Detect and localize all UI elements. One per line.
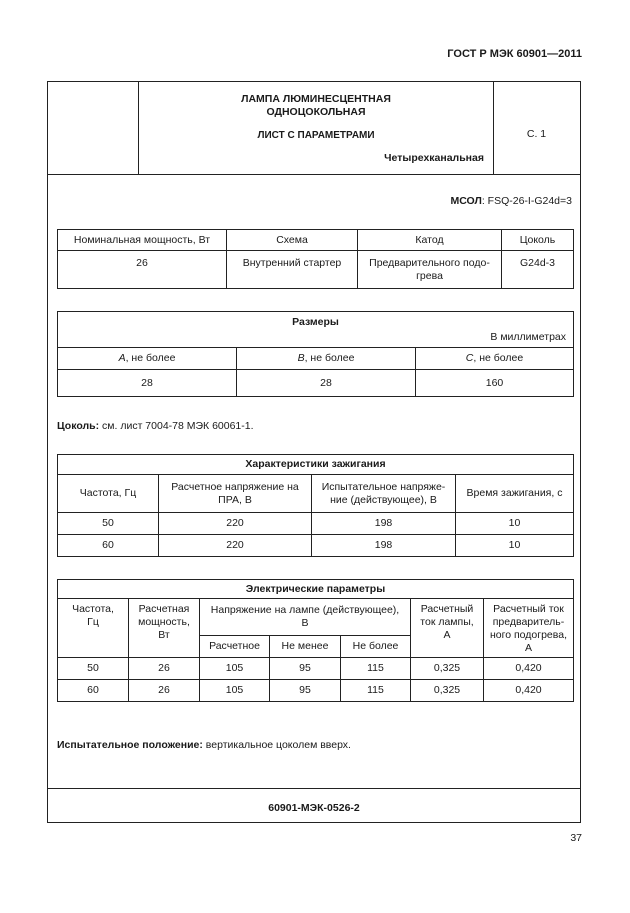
ign-r1-frequency: 50 xyxy=(58,513,159,535)
dim-letter-b: B xyxy=(297,352,305,364)
ignition-caption: Характеристики зажигания xyxy=(58,455,574,475)
dim-header-c xyxy=(416,348,574,370)
dimensions-caption-cell xyxy=(58,312,574,348)
lamp-subtitle: Четырехканальная xyxy=(384,152,484,164)
header-circuit: Схема xyxy=(227,230,358,251)
lamp-title xyxy=(139,93,493,119)
el-r1-current: 0,325 xyxy=(411,658,484,680)
table-row xyxy=(58,513,574,535)
msol-value: : FSQ-26-I-G24d=3 xyxy=(481,195,572,207)
ign-header-test-voltage: Испытательное напряже- ние (действующее), В xyxy=(312,475,456,513)
table-row xyxy=(58,658,574,680)
el-r2-max: 115 xyxy=(341,680,411,702)
base-note-label: Цоколь: xyxy=(57,420,100,432)
dim-value-a: 28 xyxy=(58,370,237,397)
base-note-text: см. лист 7004-78 МЭК 60061-1. xyxy=(99,420,254,432)
ign-r1-rated-voltage: 220 xyxy=(159,513,312,535)
ign-header-time: Время зажигания, с xyxy=(456,475,574,513)
header-cathode: Катод xyxy=(358,230,502,251)
el-header-voltage: Напряжение на лампе (действующее), В xyxy=(200,599,411,636)
test-note-text: вертикальное цоколем вверх. xyxy=(202,739,351,751)
dim-suffix-a: , не более xyxy=(125,352,176,364)
el-r1-frequency: 50 xyxy=(58,658,129,680)
main-parameters-table xyxy=(57,229,574,289)
dim-letter-a: A xyxy=(118,352,126,364)
dimensions-table xyxy=(57,311,574,397)
el-r1-min: 95 xyxy=(270,658,341,680)
el-r1-rated: 105 xyxy=(200,658,270,680)
sheet-footer xyxy=(48,788,580,824)
ign-r2-frequency: 60 xyxy=(58,535,159,557)
el-header-power: Расчетная мощность, Вт xyxy=(129,599,200,658)
cell-base: G24d-3 xyxy=(502,251,574,289)
el-r1-power: 26 xyxy=(129,658,200,680)
el-r2-power: 26 xyxy=(129,680,200,702)
electrical-caption: Электрические параметры xyxy=(58,580,574,599)
header-blank-cell xyxy=(48,82,139,174)
cell-power: 26 xyxy=(58,251,227,289)
page-number: 37 xyxy=(570,832,582,844)
electrical-table xyxy=(57,579,574,702)
data-sheet-frame xyxy=(47,81,581,823)
cell-cathode: Предварительного подо- грева xyxy=(358,251,502,289)
el-r2-frequency: 60 xyxy=(58,680,129,702)
ign-r2-time: 10 xyxy=(456,535,574,557)
ignition-table xyxy=(57,454,574,557)
standard-designation: ГОСТ Р МЭК 60901—2011 xyxy=(447,48,582,60)
sheet-page-ref: С. 1 xyxy=(526,128,547,140)
header-nominal-power: Номинальная мощность, Вт xyxy=(58,230,227,251)
el-r2-preheat: 0,420 xyxy=(484,680,574,702)
msol-label: МСОЛ xyxy=(450,195,482,207)
test-note-label: Испытательное положение: xyxy=(57,739,203,751)
test-position-note xyxy=(57,739,351,751)
el-header-preheat: Расчетный ток предваритель- ного подогрева, А xyxy=(484,599,574,658)
dim-value-c: 160 xyxy=(416,370,574,397)
el-r2-min: 95 xyxy=(270,680,341,702)
el-sub-max: Не более xyxy=(341,636,411,658)
el-r2-rated: 105 xyxy=(200,680,270,702)
el-r2-current: 0,325 xyxy=(411,680,484,702)
dim-letter-c: C xyxy=(465,352,474,364)
table-row xyxy=(58,680,574,702)
ign-r2-test-voltage: 198 xyxy=(312,535,456,557)
dim-value-b: 28 xyxy=(237,370,416,397)
header-base: Цоколь xyxy=(502,230,574,251)
el-header-frequency: Частота, Гц xyxy=(58,599,129,658)
dim-header-b xyxy=(237,348,416,370)
base-note xyxy=(57,420,254,432)
el-sub-rated: Расчетное xyxy=(200,636,270,658)
table-row xyxy=(58,535,574,557)
sheet-header xyxy=(48,82,580,175)
dim-suffix-b: , не более xyxy=(304,352,355,364)
lamp-title-line1: ЛАМПА ЛЮМИНЕСЦЕНТНАЯ xyxy=(241,93,391,105)
dimensions-caption: Размеры xyxy=(292,316,339,328)
sheet-title: ЛИСТ С ПАРАМЕТРАМИ xyxy=(257,130,375,141)
ign-r2-rated-voltage: 220 xyxy=(159,535,312,557)
cell-circuit: Внутренний стартер xyxy=(227,251,358,289)
el-header-current: Расчетный ток лампы, А xyxy=(411,599,484,658)
ign-r1-time: 10 xyxy=(456,513,574,535)
dimensions-units: В миллиметрах xyxy=(490,331,566,343)
ign-r1-test-voltage: 198 xyxy=(312,513,456,535)
dim-suffix-c: , не более xyxy=(473,352,524,364)
lamp-title-line2: ОДНОЦОКОЛЬНАЯ xyxy=(266,106,366,118)
el-r1-max: 115 xyxy=(341,658,411,680)
msol-line xyxy=(450,195,572,207)
ign-header-rated-voltage: Расчетное напряжение на ПРА, В xyxy=(159,475,312,513)
dim-header-a xyxy=(58,348,237,370)
el-r1-preheat: 0,420 xyxy=(484,658,574,680)
ign-header-frequency: Частота, Гц xyxy=(58,475,159,513)
sheet-code: 60901-МЭК-0526-2 xyxy=(268,802,360,814)
el-sub-min: Не менее xyxy=(270,636,341,658)
